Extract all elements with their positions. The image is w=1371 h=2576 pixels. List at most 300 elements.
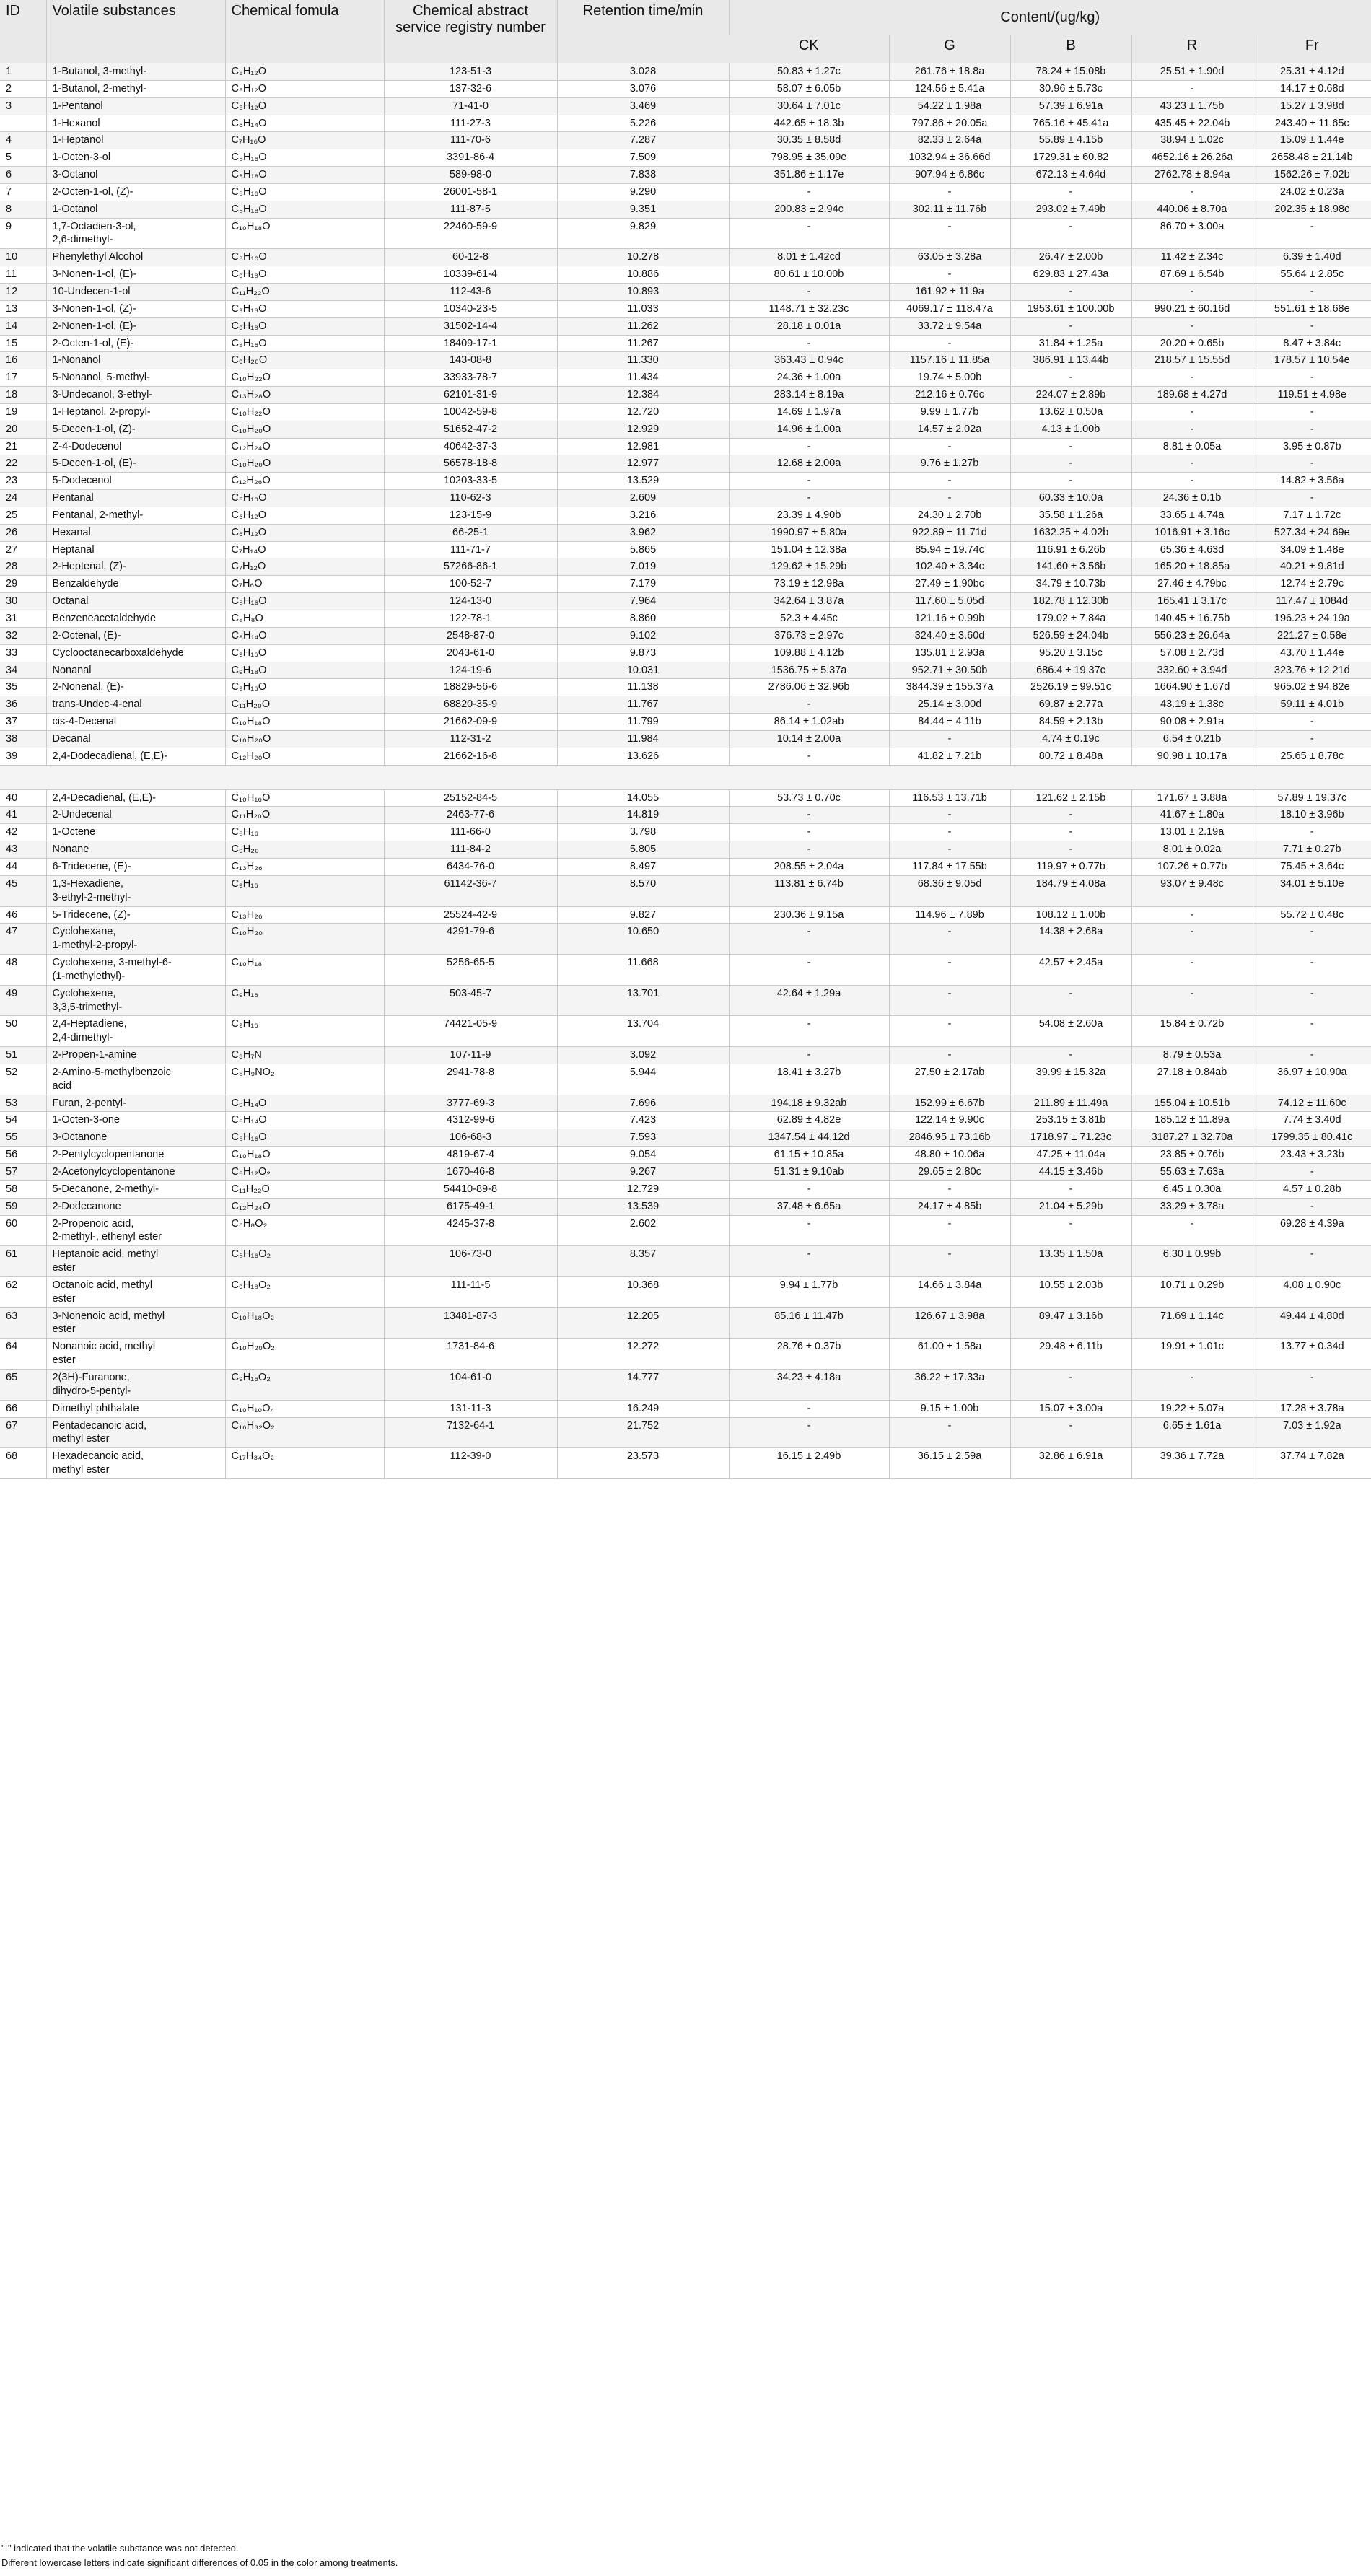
- cell-formula: C₁₂H₂₄O: [225, 1198, 384, 1215]
- cell-id: 56: [6, 1149, 18, 1161]
- cell-ck: -: [729, 1246, 889, 1277]
- cell-retention-time: 7.287: [557, 132, 729, 149]
- cell-id: 51: [6, 1049, 18, 1061]
- cell-ck: 1990.97 ± 5.80a: [729, 524, 889, 541]
- table-row: [0, 421, 1371, 438]
- table-row: [0, 1246, 1371, 1277]
- cell-retention-time: 11.984: [557, 730, 729, 748]
- cell-ck: 28.18 ± 0.01a: [729, 317, 889, 335]
- table-row: [0, 610, 1371, 628]
- cell-b: 84.59 ± 2.13b: [1010, 714, 1131, 731]
- cell-formula: C₁₀H₂₀O: [225, 455, 384, 473]
- cell-retention-time: 7.423: [557, 1112, 729, 1129]
- table-row: [0, 369, 1371, 387]
- cell-cas: 124-19-6: [384, 662, 557, 679]
- cell-b: -: [1010, 455, 1131, 473]
- cell-ck: -: [729, 748, 889, 765]
- cell-id: 61: [6, 1248, 18, 1261]
- cell-ck: -: [729, 335, 889, 352]
- table-row: [0, 730, 1371, 748]
- cell-r: 3187.27 ± 32.70a: [1131, 1129, 1253, 1147]
- cell-r: -: [1131, 955, 1253, 986]
- cell-fr: 1562.26 ± 7.02b: [1253, 167, 1371, 184]
- cell-id: 10: [6, 251, 18, 263]
- cell-fr: 6.39 ± 1.40d: [1253, 249, 1371, 266]
- cell-cas: 21662-16-8: [384, 748, 557, 765]
- header-group-ck: CK: [729, 35, 889, 63]
- cell-r: -: [1131, 455, 1253, 473]
- cell-substance: Furan, 2-pentyl-: [46, 1095, 225, 1112]
- cell-fr: 202.35 ± 18.98c: [1253, 201, 1371, 218]
- cell-retention-time: 5.805: [557, 841, 729, 859]
- cell-fr: 4.08 ± 0.90c: [1253, 1276, 1371, 1307]
- cell-b: 211.89 ± 11.49a: [1010, 1095, 1131, 1112]
- cell-g: 121.16 ± 0.99b: [889, 610, 1010, 628]
- cell-id: 15: [6, 337, 18, 349]
- cell-substance: Nonane: [46, 841, 225, 859]
- cell-b: 80.72 ± 8.48a: [1010, 748, 1131, 765]
- table-row: [0, 507, 1371, 524]
- cell-formula: C₈H₁₆O₂: [225, 1246, 384, 1277]
- cell-formula: C₆H₁₂O: [225, 524, 384, 541]
- cell-cas: 25152-84-5: [384, 789, 557, 807]
- cell-g: 63.05 ± 3.28a: [889, 249, 1010, 266]
- cell-fr: 24.02 ± 0.23a: [1253, 183, 1371, 201]
- cell-substance: Benzeneacetaldehyde: [46, 610, 225, 628]
- cell-substance: 2-Octenal, (E)-: [46, 627, 225, 644]
- cell-ck: 376.73 ± 2.97c: [729, 627, 889, 644]
- cell-retention-time: 12.384: [557, 387, 729, 404]
- cell-substance: 1-Octene: [46, 824, 225, 841]
- cell-ck: -: [729, 1180, 889, 1198]
- cell-substance: Z-4-Dodecenol: [46, 438, 225, 455]
- cell-b: 1953.61 ± 100.00b: [1010, 300, 1131, 317]
- cell-ck: -: [729, 1215, 889, 1246]
- cell-formula: C₁₂H₂₀O: [225, 748, 384, 765]
- cell-g: -: [889, 1016, 1010, 1047]
- cell-formula: C₉H₂₀O: [225, 352, 384, 369]
- cell-retention-time: 11.330: [557, 352, 729, 369]
- cell-substance: 2-Heptenal, (Z)-: [46, 558, 225, 576]
- table-row: [0, 473, 1371, 490]
- cell-r: 23.85 ± 0.76b: [1131, 1147, 1253, 1164]
- cell-ck: -: [729, 218, 889, 249]
- cell-retention-time: 7.593: [557, 1129, 729, 1147]
- table-row: [0, 679, 1371, 696]
- cell-g: 9.76 ± 1.27b: [889, 455, 1010, 473]
- cell-g: -: [889, 1246, 1010, 1277]
- cell-formula: C₁₀H₂₂O: [225, 369, 384, 387]
- table-row: [0, 1064, 1371, 1095]
- cell-retention-time: 10.650: [557, 924, 729, 955]
- cell-fr: -: [1253, 218, 1371, 249]
- cell-ck: 10.14 ± 2.00a: [729, 730, 889, 748]
- cell-formula: C₁₃H₂₈O: [225, 387, 384, 404]
- cell-retention-time: 3.028: [557, 63, 729, 80]
- cell-retention-time: 3.216: [557, 507, 729, 524]
- cell-retention-time: 5.226: [557, 115, 729, 132]
- cell-r: 140.45 ± 16.75b: [1131, 610, 1253, 628]
- cell-fr: 2658.48 ± 21.14b: [1253, 149, 1371, 167]
- cell-fr: 37.74 ± 7.82a: [1253, 1448, 1371, 1479]
- cell-retention-time: 12.720: [557, 403, 729, 421]
- cell-fr: 23.43 ± 3.23b: [1253, 1147, 1371, 1164]
- cell-formula: C₁₁H₂₀O: [225, 696, 384, 714]
- cell-cas: 71-41-0: [384, 97, 557, 115]
- cell-formula: C₈H₉NO₂: [225, 1064, 384, 1095]
- cell-ck: 28.76 ± 0.37b: [729, 1339, 889, 1370]
- cell-formula: C₅H₁₂O: [225, 63, 384, 80]
- cell-cas: 18409-17-1: [384, 335, 557, 352]
- cell-cas: 123-51-3: [384, 63, 557, 80]
- cell-fr: 18.10 ± 3.96b: [1253, 807, 1371, 824]
- cell-fr: 74.12 ± 11.60c: [1253, 1095, 1371, 1112]
- cell-retention-time: 14.055: [557, 789, 729, 807]
- cell-g: 14.57 ± 2.02a: [889, 421, 1010, 438]
- header-cas: Chemical abstract service registry number: [384, 0, 557, 63]
- cell-b: 57.39 ± 6.91a: [1010, 97, 1131, 115]
- cell-ck: -: [729, 183, 889, 201]
- cell-retention-time: 5.865: [557, 541, 729, 558]
- cell-cas: 2941-78-8: [384, 1064, 557, 1095]
- cell-formula: C₁₂H₂₄O: [225, 438, 384, 455]
- table-row: [0, 1339, 1371, 1370]
- cell-b: 15.07 ± 3.00a: [1010, 1400, 1131, 1417]
- cell-ck: 37.48 ± 6.65a: [729, 1198, 889, 1215]
- cell-g: 4069.17 ± 118.47a: [889, 300, 1010, 317]
- cell-r: 8.01 ± 0.02a: [1131, 841, 1253, 859]
- cell-substance: 3-Octanol: [46, 167, 225, 184]
- cell-id: 58: [6, 1183, 18, 1195]
- cell-g: -: [889, 1417, 1010, 1448]
- table-row: [0, 789, 1371, 807]
- cell-cas: 2043-61-0: [384, 644, 557, 662]
- cell-cas: 100-52-7: [384, 576, 557, 593]
- cell-formula: C₇H₁₆O: [225, 132, 384, 149]
- cell-fr: 40.21 ± 9.81d: [1253, 558, 1371, 576]
- cell-ck: 9.94 ± 1.77b: [729, 1276, 889, 1307]
- cell-fr: 14.82 ± 3.56a: [1253, 473, 1371, 490]
- cell-cas: 4245-37-8: [384, 1215, 557, 1246]
- cell-cas: 111-11-5: [384, 1276, 557, 1307]
- table-row: [0, 115, 1371, 132]
- cell-substance: Pentadecanoic acid, methyl ester: [46, 1417, 225, 1448]
- cell-id: 5: [6, 152, 12, 164]
- table-row: [0, 1198, 1371, 1215]
- table-row: [0, 1112, 1371, 1129]
- cell-r: -: [1131, 473, 1253, 490]
- table-row: [0, 1448, 1371, 1479]
- cell-cas: 111-87-5: [384, 201, 557, 218]
- table-row: [0, 80, 1371, 97]
- cell-formula: C₁₃H₂₆: [225, 906, 384, 924]
- cell-g: 3844.39 ± 155.37a: [889, 679, 1010, 696]
- cell-formula: C₈H₁₆O: [225, 183, 384, 201]
- cell-id: 49: [6, 987, 18, 999]
- cell-ck: 109.88 ± 4.12b: [729, 644, 889, 662]
- cell-substance: 2-Pentylcyclopentanone: [46, 1147, 225, 1164]
- cell-ck: 18.41 ± 3.27b: [729, 1064, 889, 1095]
- cell-id: 40: [6, 792, 18, 804]
- table-row: [0, 748, 1371, 765]
- cell-cas: 4819-67-4: [384, 1147, 557, 1164]
- cell-cas: 56578-18-8: [384, 455, 557, 473]
- table-row: [0, 317, 1371, 335]
- table-body: [0, 63, 1371, 1478]
- cell-id: 46: [6, 908, 18, 921]
- cell-b: -: [1010, 807, 1131, 824]
- cell-r: 57.08 ± 2.73d: [1131, 644, 1253, 662]
- cell-formula: C₉H₁₆: [225, 1016, 384, 1047]
- cell-ck: 208.55 ± 2.04a: [729, 858, 889, 875]
- cell-id: 35: [6, 681, 18, 693]
- cell-b: 1632.25 ± 4.02b: [1010, 524, 1131, 541]
- cell-id: 21: [6, 440, 18, 452]
- cell-g: -: [889, 924, 1010, 955]
- cell-substance: Benzaldehyde: [46, 576, 225, 593]
- cell-formula: C₉H₁₆O: [225, 644, 384, 662]
- cell-b: 1718.97 ± 71.23c: [1010, 1129, 1131, 1147]
- cell-ck: 24.36 ± 1.00a: [729, 369, 889, 387]
- cell-ck: 80.61 ± 10.00b: [729, 266, 889, 284]
- cell-substance: 2-Acetonylcyclopentanone: [46, 1164, 225, 1181]
- cell-id: 37: [6, 716, 18, 728]
- cell-r: 25.51 ± 1.90d: [1131, 63, 1253, 80]
- cell-fr: 551.61 ± 18.68e: [1253, 300, 1371, 317]
- table-row: [0, 201, 1371, 218]
- cell-cas: 589-98-0: [384, 167, 557, 184]
- cell-substance: Pentanal, 2-methyl-: [46, 507, 225, 524]
- cell-substance: Cyclohexane, 1-methyl-2-propyl-: [46, 924, 225, 955]
- cell-ck: 151.04 ± 12.38a: [729, 541, 889, 558]
- cell-cas: 2548-87-0: [384, 627, 557, 644]
- cell-id: 62: [6, 1279, 18, 1291]
- cell-g: -: [889, 438, 1010, 455]
- cell-id: 13: [6, 302, 18, 315]
- cell-cas: 1670-46-8: [384, 1164, 557, 1181]
- table-row: [0, 696, 1371, 714]
- cell-b: 686.4 ± 19.37c: [1010, 662, 1131, 679]
- cell-formula: C₁₀H₁₈O₂: [225, 1307, 384, 1339]
- cell-cas: 111-27-3: [384, 115, 557, 132]
- cell-formula: C₁₀H₂₀O: [225, 421, 384, 438]
- cell-ck: 194.18 ± 9.32ab: [729, 1095, 889, 1112]
- cell-r: 43.23 ± 1.75b: [1131, 97, 1253, 115]
- cell-formula: C₁₁H₂₂O: [225, 283, 384, 300]
- cell-retention-time: 23.573: [557, 1448, 729, 1479]
- note-not-detected: "-" indicated that the volatile substance was not detected.: [1, 2543, 239, 2554]
- cell-id: 53: [6, 1097, 18, 1109]
- cell-cas: 112-31-2: [384, 730, 557, 748]
- cell-substance: 5-Decen-1-ol, (Z)-: [46, 421, 225, 438]
- cell-id: 38: [6, 732, 18, 745]
- cell-r: -: [1131, 985, 1253, 1016]
- cell-formula: C₅H₁₀O: [225, 490, 384, 507]
- cell-id: 42: [6, 826, 18, 838]
- cell-fr: 527.34 ± 24.69e: [1253, 524, 1371, 541]
- cell-cas: 137-32-6: [384, 80, 557, 97]
- cell-cas: 110-62-3: [384, 490, 557, 507]
- cell-b: 182.78 ± 12.30b: [1010, 593, 1131, 610]
- row-separator: [0, 765, 1371, 789]
- cell-cas: 106-68-3: [384, 1129, 557, 1147]
- cell-substance: trans-Undec-4-enal: [46, 696, 225, 714]
- cell-id: 34: [6, 664, 18, 676]
- cell-g: 24.30 ± 2.70b: [889, 507, 1010, 524]
- cell-b: 141.60 ± 3.56b: [1010, 558, 1131, 576]
- cell-retention-time: 16.249: [557, 1400, 729, 1417]
- cell-ck: 61.15 ± 10.85a: [729, 1147, 889, 1164]
- cell-substance: 1,3-Hexadiene, 3-ethyl-2-methyl-: [46, 875, 225, 906]
- cell-g: 9.15 ± 1.00b: [889, 1400, 1010, 1417]
- cell-substance: 10-Undecen-1-ol: [46, 283, 225, 300]
- cell-g: -: [889, 1215, 1010, 1246]
- cell-formula: C₈H₁₄O: [225, 627, 384, 644]
- cell-formula: C₈H₁₀O: [225, 249, 384, 266]
- cell-fr: 36.97 ± 10.90a: [1253, 1064, 1371, 1095]
- table-row: [0, 1164, 1371, 1181]
- cell-fr: -: [1253, 1047, 1371, 1064]
- cell-retention-time: 21.752: [557, 1417, 729, 1448]
- cell-formula: C₈H₈O: [225, 610, 384, 628]
- cell-ck: 342.64 ± 3.87a: [729, 593, 889, 610]
- cell-cas: 13481-87-3: [384, 1307, 557, 1339]
- cell-substance: 1-Octanol: [46, 201, 225, 218]
- cell-id: 12: [6, 285, 18, 297]
- cell-formula: C₇H₁₄O: [225, 541, 384, 558]
- cell-fr: 15.09 ± 1.44e: [1253, 132, 1371, 149]
- cell-b: 224.07 ± 2.89b: [1010, 387, 1131, 404]
- cell-b: 184.79 ± 4.08a: [1010, 875, 1131, 906]
- cell-b: 10.55 ± 2.03b: [1010, 1276, 1131, 1307]
- cell-formula: C₈H₁₆: [225, 824, 384, 841]
- cell-r: 107.26 ± 0.77b: [1131, 858, 1253, 875]
- cell-r: 165.41 ± 3.17c: [1131, 593, 1253, 610]
- cell-r: 55.63 ± 7.63a: [1131, 1164, 1253, 1181]
- cell-retention-time: 7.019: [557, 558, 729, 576]
- cell-b: 108.12 ± 1.00b: [1010, 906, 1131, 924]
- cell-formula: C₁₂H₂₆O: [225, 473, 384, 490]
- cell-substance: 2-Octen-1-ol, (E)-: [46, 335, 225, 352]
- cell-formula: C₉H₁₆O₂: [225, 1369, 384, 1400]
- cell-cas: 1731-84-6: [384, 1339, 557, 1370]
- cell-cas: 112-39-0: [384, 1448, 557, 1479]
- cell-cas: 111-71-7: [384, 541, 557, 558]
- cell-retention-time: 10.368: [557, 1276, 729, 1307]
- cell-formula: C₈H₁₄O: [225, 1112, 384, 1129]
- cell-formula: C₆H₁₂O: [225, 507, 384, 524]
- cell-g: 85.94 ± 19.74c: [889, 541, 1010, 558]
- cell-b: 29.48 ± 6.11b: [1010, 1339, 1131, 1370]
- cell-retention-time: 9.102: [557, 627, 729, 644]
- cell-g: 36.15 ± 2.59a: [889, 1448, 1010, 1479]
- table-row: [0, 1147, 1371, 1164]
- cell-b: 116.91 ± 6.26b: [1010, 541, 1131, 558]
- cell-r: 185.12 ± 11.89a: [1131, 1112, 1253, 1129]
- cell-r: 6.65 ± 1.61a: [1131, 1417, 1253, 1448]
- cell-retention-time: 7.696: [557, 1095, 729, 1112]
- cell-fr: -: [1253, 924, 1371, 955]
- cell-fr: -: [1253, 1246, 1371, 1277]
- cell-substance: Nonanoic acid, methyl ester: [46, 1339, 225, 1370]
- cell-cas: 4291-79-6: [384, 924, 557, 955]
- cell-substance: 1-Heptanol: [46, 132, 225, 149]
- cell-g: 261.76 ± 18.8a: [889, 63, 1010, 80]
- cell-id: 26: [6, 526, 18, 538]
- cell-g: 29.65 ± 2.80c: [889, 1164, 1010, 1181]
- cell-ck: -: [729, 1047, 889, 1064]
- cell-r: 218.57 ± 15.55d: [1131, 352, 1253, 369]
- cell-b: -: [1010, 1180, 1131, 1198]
- cell-retention-time: 14.819: [557, 807, 729, 824]
- cell-g: -: [889, 730, 1010, 748]
- cell-cas: 143-08-8: [384, 352, 557, 369]
- cell-ck: 1536.75 ± 5.37a: [729, 662, 889, 679]
- table-row: [0, 300, 1371, 317]
- table-row: [0, 1307, 1371, 1339]
- table-row: [0, 167, 1371, 184]
- cell-ck: 2786.06 ± 32.96b: [729, 679, 889, 696]
- cell-g: 122.14 ± 9.90c: [889, 1112, 1010, 1129]
- cell-retention-time: 13.529: [557, 473, 729, 490]
- cell-id: [0, 115, 46, 132]
- cell-cas: 5256-65-5: [384, 955, 557, 986]
- cell-r: 86.70 ± 3.00a: [1131, 218, 1253, 249]
- cell-formula: C₁₀H₂₂O: [225, 403, 384, 421]
- cell-r: 20.20 ± 0.65b: [1131, 335, 1253, 352]
- cell-retention-time: 11.267: [557, 335, 729, 352]
- cell-fr: 196.23 ± 24.19a: [1253, 610, 1371, 628]
- cell-ck: -: [729, 283, 889, 300]
- cell-substance: 1-Pentanol: [46, 97, 225, 115]
- cell-b: 386.91 ± 13.44b: [1010, 352, 1131, 369]
- cell-cas: 111-66-0: [384, 824, 557, 841]
- cell-formula: C₅H₁₂O: [225, 80, 384, 97]
- cell-r: 8.81 ± 0.05a: [1131, 438, 1253, 455]
- cell-b: 26.47 ± 2.00b: [1010, 249, 1131, 266]
- cell-b: -: [1010, 317, 1131, 335]
- cell-b: 55.89 ± 4.15b: [1010, 132, 1131, 149]
- cell-cas: 51652-47-2: [384, 421, 557, 438]
- cell-b: -: [1010, 824, 1131, 841]
- cell-retention-time: 8.860: [557, 610, 729, 628]
- cell-r: -: [1131, 924, 1253, 955]
- cell-id: 27: [6, 543, 18, 556]
- table-row: [0, 266, 1371, 284]
- cell-fr: -: [1253, 1164, 1371, 1181]
- cell-id: 41: [6, 809, 18, 821]
- header-group-g: G: [889, 35, 1010, 63]
- cell-g: 33.72 ± 9.54a: [889, 317, 1010, 335]
- cell-cas: 62101-31-9: [384, 387, 557, 404]
- cell-r: 38.94 ± 1.02c: [1131, 132, 1253, 149]
- cell-b: 253.15 ± 3.81b: [1010, 1112, 1131, 1129]
- cell-fr: -: [1253, 955, 1371, 986]
- table-row: [0, 1417, 1371, 1448]
- cell-substance: Octanal: [46, 593, 225, 610]
- cell-r: -: [1131, 906, 1253, 924]
- cell-formula: C₁₃H₂₆: [225, 858, 384, 875]
- cell-b: 13.62 ± 0.50a: [1010, 403, 1131, 421]
- cell-substance: 5-Nonanol, 5-methyl-: [46, 369, 225, 387]
- cell-ck: 42.64 ± 1.29a: [729, 985, 889, 1016]
- cell-g: 82.33 ± 2.64a: [889, 132, 1010, 149]
- cell-cas: 60-12-8: [384, 249, 557, 266]
- cell-formula: C₈H₁₆O: [225, 593, 384, 610]
- cell-id: 50: [6, 1018, 18, 1030]
- cell-id: 45: [6, 877, 18, 890]
- table-row: [0, 387, 1371, 404]
